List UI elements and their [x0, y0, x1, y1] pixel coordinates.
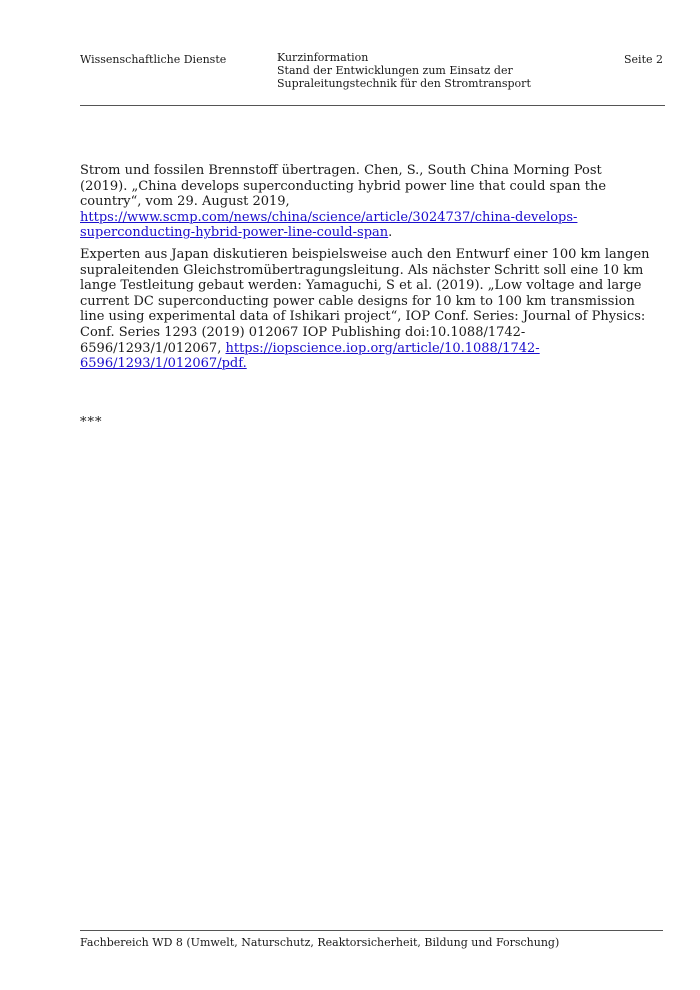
document-title-block [277, 51, 531, 90]
paragraph-2 [80, 247, 650, 372]
paragraph-1 [80, 163, 650, 241]
institution-name: Wissenschaftliche Dienste [80, 53, 227, 66]
header-divider [80, 105, 665, 106]
document-type: Kurzinformation [277, 51, 369, 64]
document-title-line-1: Stand der Entwicklungen zum Einsatz der [277, 64, 513, 77]
paragraph-2-text: Experten aus Japan diskutieren beispielsweise auch den Entwurf einer 100 km langen supraleitenden Gleichstromübertragungsleitung. Als nächster Schritt soll eine 10 km lange Testleitung gebaut werden: Yamaguchi, S et al. (2019). „Low voltage and large current DC superconducting power cable designs for 10 km to 100 km transmission line using experimental data of Ishikari project“, IOP Conf. Series: Journal of Physics: Conf. Series 1293 (2019) 012067 IOP Publishing doi:10.1088/1742-6596/1293/1/012067, [80, 246, 650, 356]
document-title-line-2: Supraleitungstechnik für den Stromtransport [277, 77, 531, 90]
scmp-article-link[interactable]: https://www.scmp.com/news/china/science/article/3024737/china-develops-superconducting-hybrid-power-line-could-span [80, 209, 578, 241]
page-header [80, 51, 663, 105]
main-content [80, 163, 650, 378]
paragraph-1-end: . [388, 225, 393, 241]
section-separator: *** [80, 415, 103, 430]
iopscience-pdf-link[interactable]: https://iopscience.iop.org/article/10.1088/1742-6596/1293/1/012067/pdf. [80, 340, 540, 372]
footer-divider [80, 930, 663, 931]
page-footer: Fachbereich WD 8 (Umwelt, Naturschutz, Reaktorsicherheit, Bildung und Forschung) [80, 936, 560, 949]
page-number: Seite 2 [624, 53, 663, 66]
paragraph-1-text: Strom und fossilen Brennstoff übertragen. Chen, S., South China Morning Post (2019). „China develops superconducting hybrid power line that could span the country“, vom 29. August 2019, [80, 163, 607, 210]
